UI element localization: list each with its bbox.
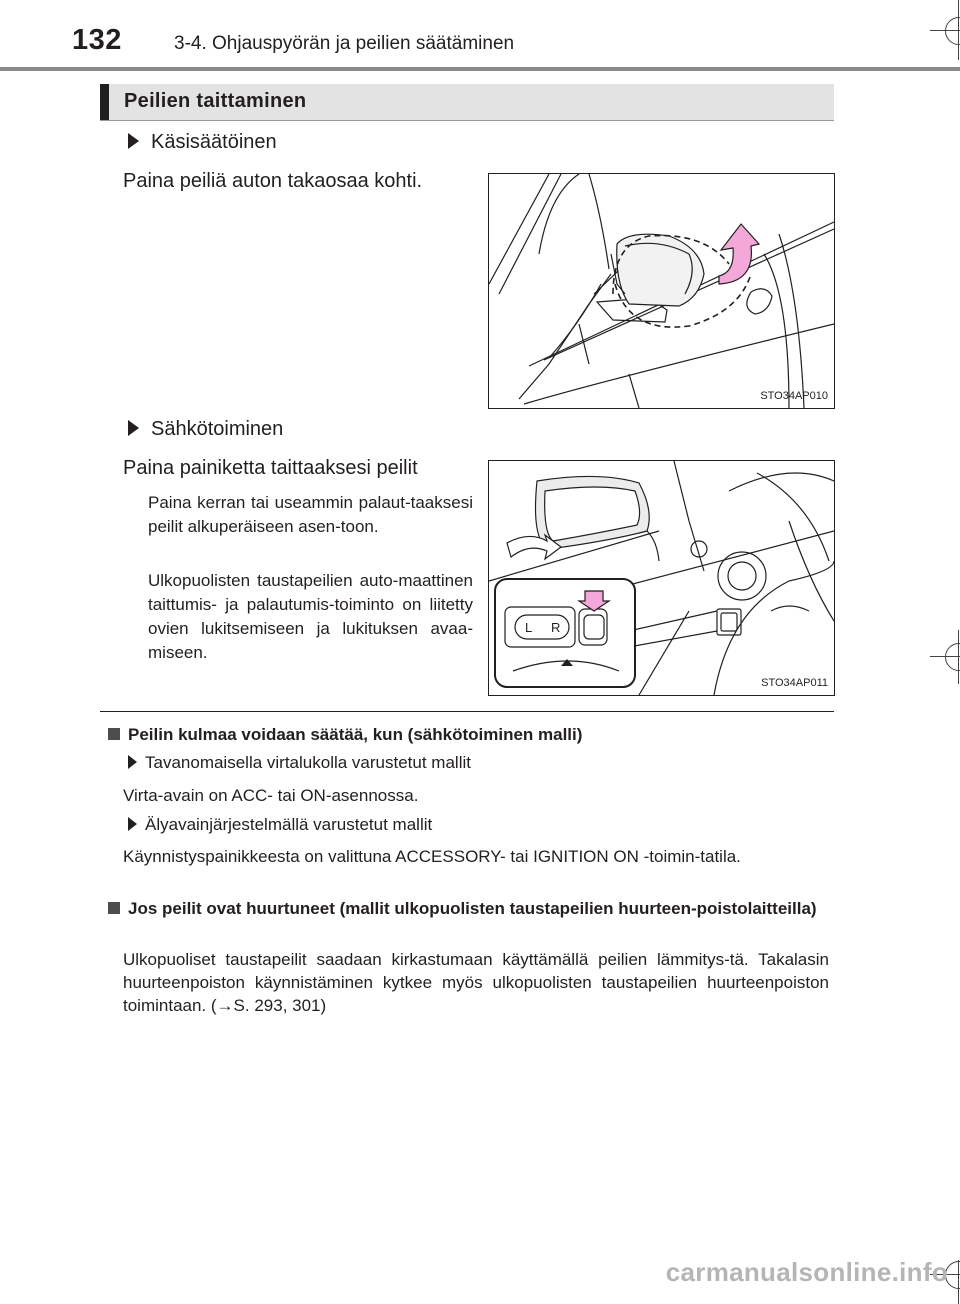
switch-right-label: R [551, 620, 561, 635]
header-rule [0, 67, 960, 71]
section-heading [100, 84, 834, 121]
section-divider [100, 711, 834, 712]
info1-heading: Peilin kulmaa voidaan säätää, kun (sähkötoiminen malli) [128, 725, 583, 744]
manual-fold-figure [488, 173, 835, 409]
manual-label: Käsisäätöinen [151, 131, 277, 153]
section-heading-tab [100, 84, 109, 120]
arrow-bullet-icon [128, 420, 139, 436]
electric-mirror-illustration [489, 461, 834, 695]
arrow-bullet-icon [128, 133, 139, 149]
electric-label-row [128, 418, 283, 441]
electric-note-1: Paina kerran tai useammin palaut-taaksesi peilit alkuperäiseen asen-toon. [148, 493, 473, 536]
info2-text: Ulkopuoliset taustapeilit saadaan kirkastumaan käyttämällä peilien lämmitys-tä. Takalasin huurteenpoiston käynnistäminen kytkee myös ulkopuolisten taustapeilien huurteenpoiston toimintaan. (→S. 293, 301) [123, 950, 829, 1015]
arrow-bullet-icon [128, 755, 137, 769]
electric-instruction: Paina painiketta taittaaksesi peilit [123, 457, 418, 479]
electric-figure-code: STO34AP011 [761, 677, 828, 689]
manual-instruction: Paina peiliä auton takaosaa kohti. [123, 170, 423, 192]
square-bullet-icon [108, 728, 120, 740]
watermark: carmanualsonline.info [665, 1257, 948, 1287]
page-number: 132 [72, 24, 122, 56]
manual-label-row [128, 131, 277, 154]
info1-item1-text: Virta-avain on ACC- tai ON-asennossa. [123, 786, 419, 805]
info1-item1-row [128, 751, 471, 774]
section-title: Peilien taittaminen [124, 90, 307, 112]
chapter-title: 3-4. Ohjauspyörän ja peilien säätäminen [174, 33, 515, 54]
manual-mirror-illustration [489, 174, 834, 408]
manual-figure-code: STO34AP010 [760, 390, 828, 402]
electric-note-2: Ulkopuolisten taustapeilien auto-maattinen taittumis- ja palautumis-toiminto on liitetty ovien lukitsemiseen ja lukituksen avaa-miseen. [148, 571, 473, 662]
info2-heading-row [108, 897, 833, 920]
info1-item1-label: Tavanomaisella virtalukolla varustetut mallit [145, 753, 471, 772]
switch-left-label: L [525, 620, 533, 635]
info1-item2-row [128, 813, 432, 836]
electric-fold-figure [488, 460, 835, 696]
info1-heading-row [108, 723, 828, 746]
info1-item2-text: Käynnistyspainikkeesta on valittuna ACCESSORY- tai IGNITION ON -toimin-tatila. [123, 847, 741, 866]
info2-heading: Jos peilit ovat huurtuneet (mallit ulkopuolisten taustapeilien huurteen-poistolaitteilla) [128, 899, 817, 918]
square-bullet-icon [108, 902, 120, 914]
info1-item2-label: Älyavainjärjestelmällä varustetut mallit [145, 815, 433, 834]
electric-label: Sähkötoiminen [151, 418, 284, 440]
arrow-bullet-icon [128, 817, 137, 831]
